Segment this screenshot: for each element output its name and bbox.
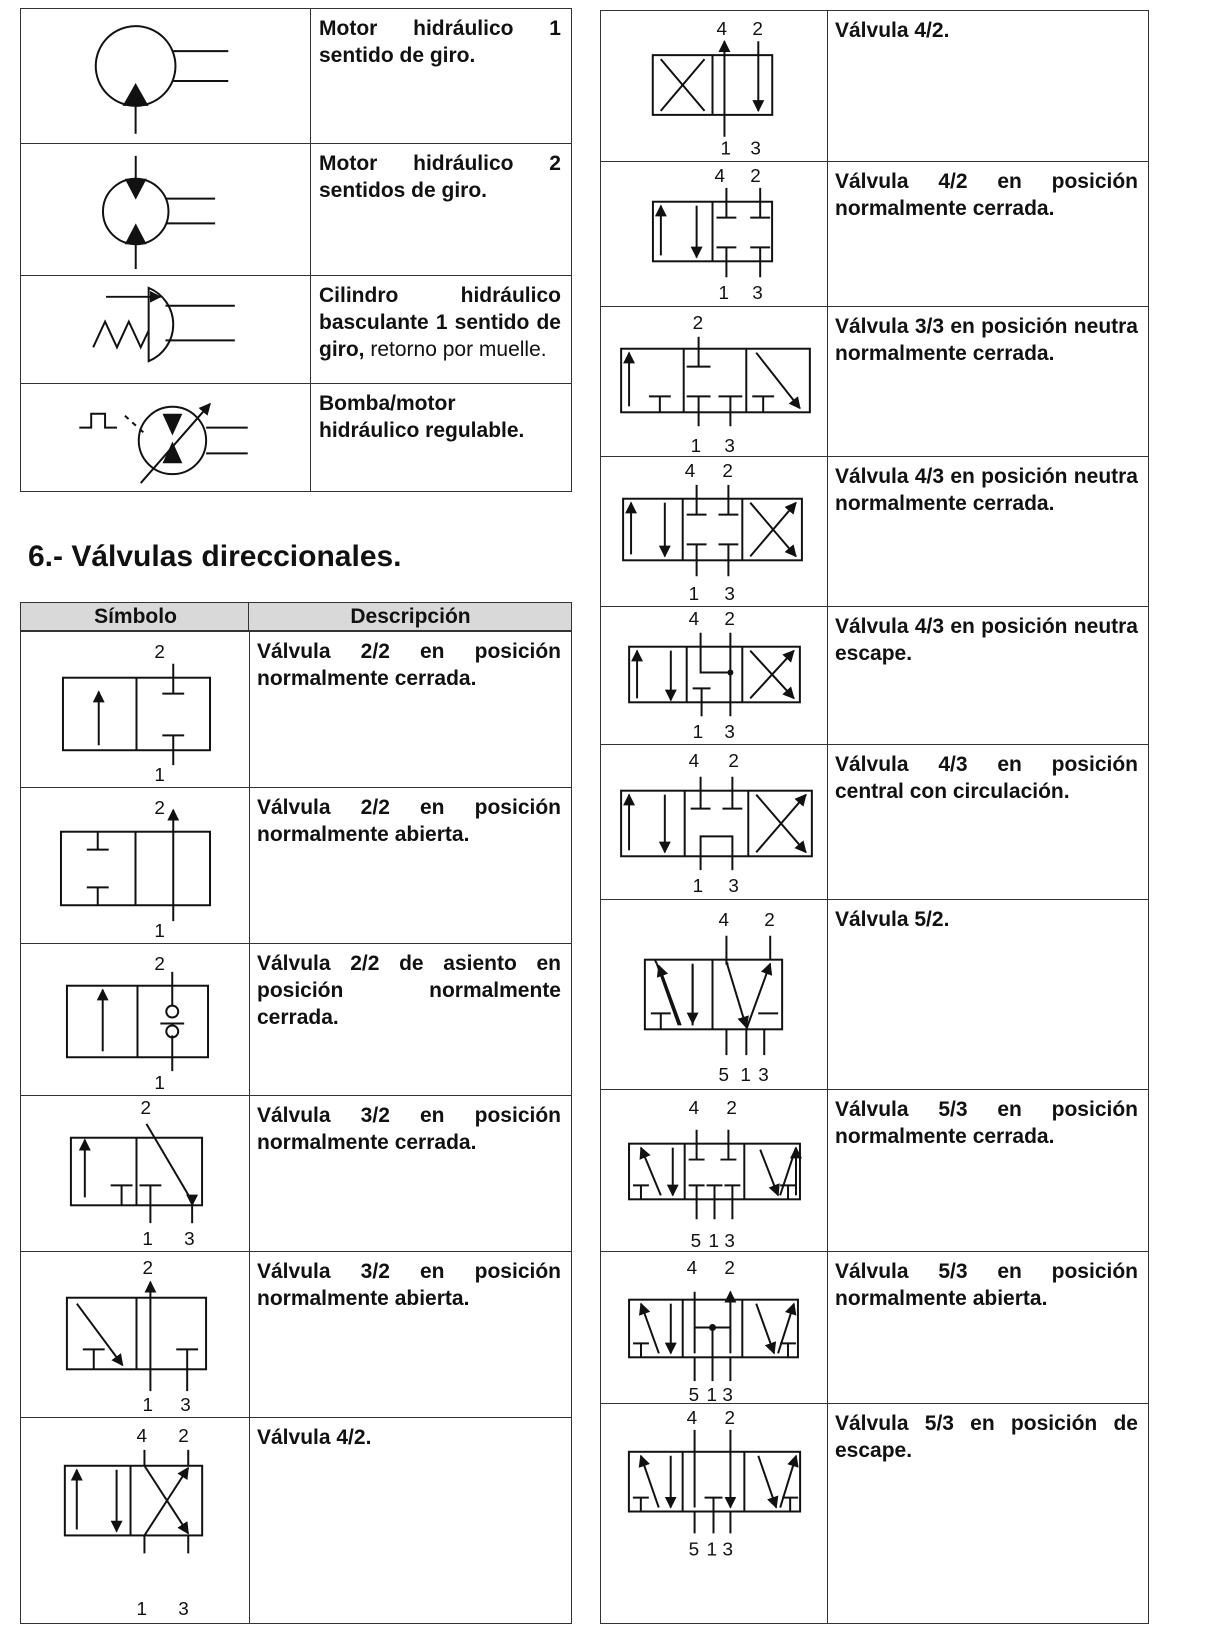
row-description: Válvula 4/2. [257, 1426, 372, 1449]
row-description: Válvula 3/2 en posición normalmente abierta. [257, 1260, 561, 1310]
table-row [601, 1251, 1148, 1406]
valve-4-3-nc-icon [601, 457, 828, 606]
port-label: 3 [724, 1230, 735, 1252]
port-label: 2 [178, 1425, 189, 1447]
valve-4-3-circulation-icon [601, 745, 828, 899]
row-description: Válvula 4/3 en posición neutra normalmente cerrada. [835, 465, 1138, 515]
port-label: 4 [688, 607, 700, 629]
port-label: 1 [136, 1599, 148, 1621]
port-label: 5 [690, 1230, 702, 1252]
valve-2-2-no-icon [21, 788, 250, 943]
port-label: 1 [720, 138, 731, 160]
port-label: 2 [142, 1256, 153, 1278]
port-label: 2 [140, 1096, 151, 1118]
directional-valves-table-right [600, 10, 1149, 1624]
table-row [21, 943, 571, 1095]
valve-5-3-escape-icon [601, 1404, 828, 1623]
port-label: 2 [728, 749, 739, 771]
header-description: Descripción [350, 605, 471, 628]
row-description: Válvula 3/2 en posición normalmente cerrada. [257, 1104, 561, 1154]
port-label: 1 [692, 875, 704, 897]
port-label: 2 [724, 1407, 735, 1429]
port-label: 1 [142, 1228, 153, 1250]
table-row [21, 631, 571, 787]
row-description: Válvula 5/3 en posición normalmente abierta. [835, 1260, 1138, 1310]
port-label: 1 [708, 1230, 720, 1252]
port-label: 2 [154, 796, 165, 818]
table-row [601, 899, 1148, 1089]
port-label: 3 [722, 1539, 733, 1561]
description-bold: Cilindro hidráulico basculante 1 sentido de giro, [319, 284, 561, 361]
row-description: Válvula 3/3 en posición neutra normalmente cerrada. [835, 315, 1138, 365]
port-label: 3 [184, 1228, 195, 1250]
port-label: 2 [154, 952, 165, 974]
port-label: 3 [750, 138, 761, 160]
valve-5-2-icon [601, 900, 828, 1089]
table-row [21, 383, 571, 491]
section-heading: 6.- Válvulas direccionales. [28, 540, 402, 573]
port-label: 1 [718, 282, 729, 304]
port-label: 3 [724, 721, 735, 743]
port-label: 5 [718, 1065, 729, 1087]
row-description: Válvula 2/2 en posición normalmente abierta. [257, 796, 561, 846]
port-label: 2 [726, 1096, 737, 1118]
valve-4-2-icon [601, 11, 828, 161]
port-label: 4 [688, 749, 700, 771]
table-row [21, 143, 571, 275]
table-row [21, 1417, 571, 1623]
port-label: 1 [154, 920, 165, 942]
table-header [21, 603, 571, 631]
valve-3-2-no-icon [21, 1252, 250, 1417]
port-label: 3 [178, 1599, 189, 1621]
port-label: 1 [688, 583, 700, 605]
port-label: 1 [154, 1072, 165, 1094]
port-label: 4 [686, 1407, 698, 1429]
row-description: Válvula 4/2 en posición normalmente cerrada. [835, 170, 1138, 220]
table-row [21, 1251, 571, 1417]
swing-cylinder-icon [21, 276, 311, 383]
port-label: 1 [690, 435, 702, 457]
port-label: 2 [764, 909, 775, 931]
table-row [601, 306, 1148, 456]
row-description: Bomba/motor hidráulico regulable. [319, 392, 525, 442]
hydraulic-motor-one-direction-icon [21, 9, 311, 143]
valve-3-2-nc-icon [21, 1096, 250, 1251]
valve-2-2-nc-icon [21, 632, 250, 787]
adjustable-pump-motor-icon [21, 384, 311, 491]
port-label: 2 [722, 459, 733, 481]
port-label: 4 [136, 1425, 148, 1447]
port-label: 4 [688, 1096, 700, 1118]
port-label: 3 [722, 1384, 733, 1406]
port-label: 3 [728, 875, 739, 897]
table-row [601, 744, 1148, 899]
row-description: Válvula 4/3 en posición neutra escape. [835, 615, 1138, 665]
port-label: 2 [154, 640, 165, 662]
port-label: 1 [154, 764, 165, 786]
table-row [21, 787, 571, 943]
port-label: 1 [706, 1384, 718, 1406]
port-label: 3 [180, 1394, 191, 1416]
description-plain: retorno por muelle. [364, 338, 547, 361]
table-row [21, 1095, 571, 1251]
table-row [601, 456, 1148, 606]
port-label: 4 [716, 19, 728, 41]
table-row [21, 275, 571, 383]
table-row [601, 161, 1148, 306]
table-row [601, 1403, 1148, 1623]
port-label: 2 [724, 1256, 735, 1278]
valve-4-2-icon [21, 1418, 250, 1623]
port-label: 5 [688, 1384, 700, 1406]
port-label: 3 [752, 282, 763, 304]
row-description: Válvula 2/2 en posición normalmente cerrada. [257, 640, 561, 690]
port-label: 1 [706, 1539, 718, 1561]
port-label: 1 [692, 721, 704, 743]
port-label: 4 [714, 164, 725, 186]
port-label: 2 [750, 164, 761, 186]
row-description: Motor hidráulico 1 sentido de giro. [319, 17, 561, 67]
valve-4-3-escape-icon [601, 607, 828, 744]
port-label: 1 [740, 1065, 751, 1087]
valve-2-2-seat-nc-icon [21, 944, 250, 1095]
table-row [601, 606, 1148, 744]
row-description: Válvula 5/3 en posición normalmente cerrada. [835, 1098, 1138, 1148]
port-label: 2 [752, 19, 763, 41]
row-description: Motor hidráulico 2 sentidos de giro. [319, 152, 561, 202]
port-label: 4 [684, 459, 696, 481]
valve-5-3-no-icon [601, 1252, 828, 1406]
valve-3-3-nc-icon [601, 307, 828, 456]
row-description: Válvula 4/3 en posición central con circulación. [835, 753, 1138, 803]
valve-5-3-nc-icon [601, 1090, 828, 1251]
row-description: Válvula 5/3 en posición de escape. [835, 1412, 1138, 1462]
row-description: Válvula 2/2 de asiento en posición normalmente cerrada. [257, 952, 561, 1029]
port-label: 3 [758, 1065, 769, 1087]
top-symbol-table [20, 8, 572, 492]
port-label: 4 [686, 1256, 698, 1278]
port-label: 4 [718, 909, 729, 931]
hydraulic-motor-two-directions-icon [21, 144, 311, 275]
table-row [21, 9, 571, 143]
table-row [601, 1089, 1148, 1251]
port-label: 1 [142, 1394, 153, 1416]
port-label: 2 [692, 311, 704, 333]
row-description: Válvula 5/2. [835, 908, 950, 931]
directional-valves-table-left [20, 602, 572, 1624]
port-label: 2 [724, 607, 735, 629]
row-description: Válvula 4/2. [835, 19, 950, 42]
row-description [319, 282, 561, 363]
port-label: 3 [724, 435, 735, 457]
table-row [601, 11, 1148, 161]
port-label: 5 [688, 1539, 700, 1561]
valve-4-2-nc-icon [601, 162, 828, 306]
port-label: 3 [724, 583, 735, 605]
header-symbol: Símbolo [94, 605, 177, 628]
